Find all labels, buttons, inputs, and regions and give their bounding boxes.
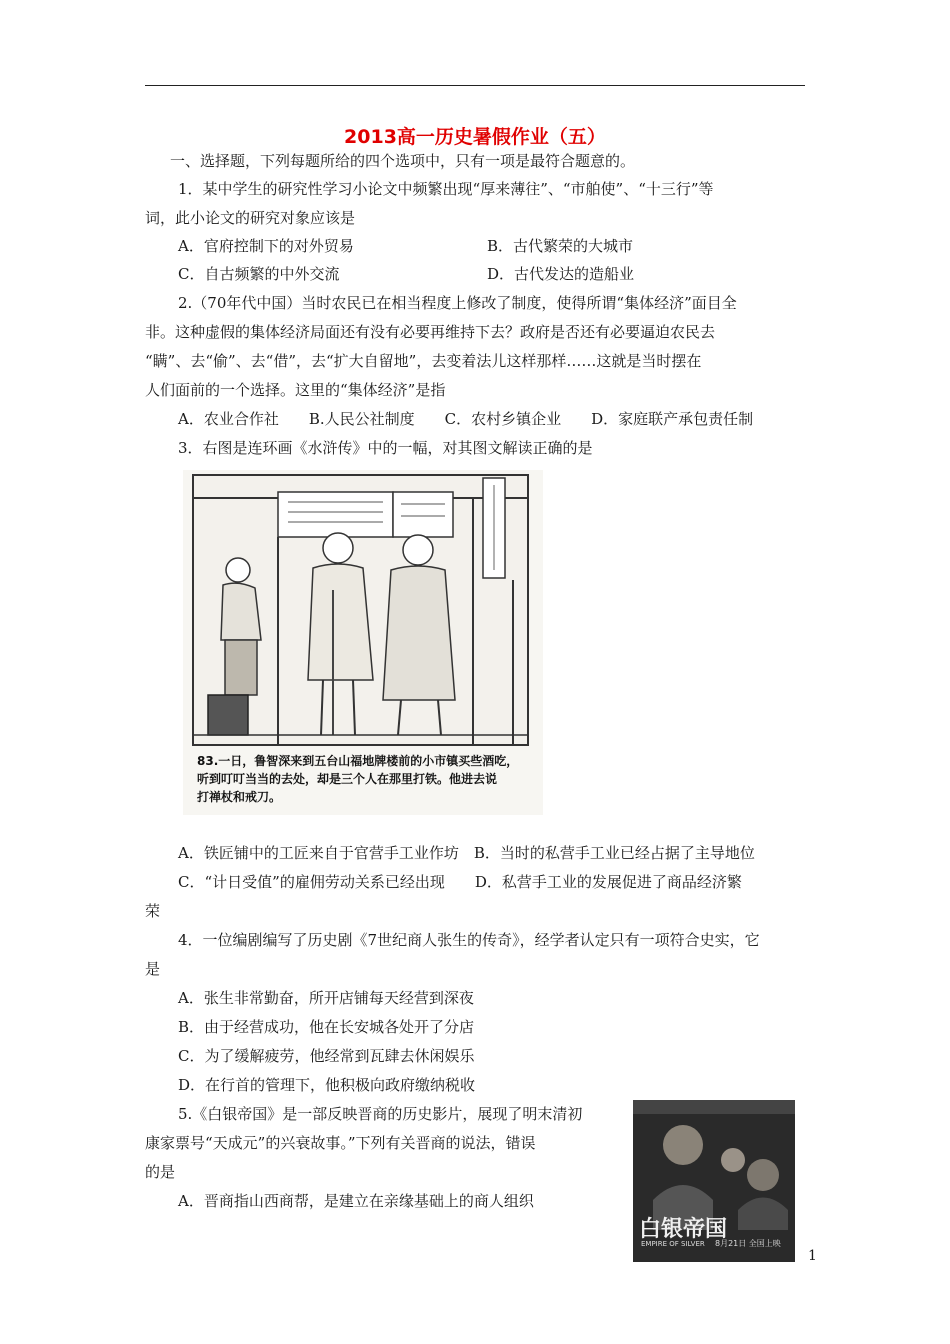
q1-option-a: A．官府控制下的对外贸易	[178, 237, 354, 255]
comic-caption-line2: 听到叮叮当当的去处，却是三个人在那里打铁。他进去说	[197, 772, 498, 786]
q2-line3: “瞒”、去“偷”、去“借”，去“扩大自留地”，去变着法儿这样那样……这就是当时摆在	[145, 352, 702, 370]
q5-line1: 5.《白银帝国》是一部反映晋商的历史影片，展现了明末清初	[178, 1105, 583, 1123]
movie-poster-image	[633, 1100, 795, 1262]
comic-panel-figure	[183, 470, 543, 815]
q1-option-d: D．古代发达的造船业	[487, 265, 635, 283]
q2-line2: 非。这种虚假的集体经济局面还有没有必要再维持下去？政府是否还有必要逼迫农民去	[145, 323, 716, 341]
poster-release-date: 8月21日 全国上映	[715, 1239, 781, 1248]
q2-line4: 人们面前的一个选择。这里的“集体经济”是指	[145, 381, 446, 399]
q4-option-d: D．在行首的管理下，他积极向政府缴纳税收	[178, 1076, 476, 1094]
q2-options: A．农业合作社 B.人民公社制度 C．农村乡镇企业 D．家庭联产承包责任制	[178, 410, 754, 428]
q1-option-c: C．自古频繁的中外交流	[178, 265, 340, 283]
q5-line2: 康家票号“天成元”的兴衰故事。”下列有关晋商的说法，错误	[145, 1134, 536, 1152]
q1-option-b: B．古代繁荣的大城市	[487, 237, 634, 255]
q4-option-c: C．为了缓解疲劳，他经常到瓦肆去休闲娱乐	[178, 1047, 475, 1065]
comic-caption-line1: 83.一日，鲁智深来到五台山福地牌楼前的小市镇买些酒吃，	[197, 754, 519, 768]
q4-line1: 4．一位编剧编写了历史剧《7世纪商人张生的传奇》，经学者认定只有一项符合史实，它	[178, 931, 760, 949]
poster-subtitle: EMPIRE OF SILVER	[641, 1240, 705, 1248]
q1-stem-line1: 1．某中学生的研究性学习小论文中频繁出现“厚来薄往”、“市舶使”、“十三行”等	[178, 180, 714, 198]
page-number: 1	[808, 1248, 817, 1264]
comic-caption-line3: 打禅杖和戒刀。	[197, 790, 282, 804]
q3-options-cd: C．“计日受值”的雇佣劳动关系已经出现 D．私营手工业的发展促进了商品经济繁	[178, 873, 742, 891]
q4-option-b: B．由于经营成功，他在长安城各处开了分店	[178, 1018, 475, 1036]
q5-line3: 的是	[145, 1163, 176, 1181]
q5-option-a: A．晋商指山西商帮，是建立在亲缘基础上的商人组织	[178, 1192, 534, 1210]
q4-line2: 是	[145, 960, 161, 978]
poster-title: 白银帝国	[639, 1217, 728, 1242]
q3-stem: 3．右图是连环画《水浒传》中的一幅，对其图文解读正确的是	[178, 439, 593, 457]
q4-option-a: A．张生非常勤奋，所开店铺每天经营到深夜	[178, 989, 474, 1007]
q3-options-ab: A．铁匠铺中的工匠来自于官营手工业作坊 B．当时的私营手工业已经占据了主导地位	[178, 844, 755, 862]
q2-line1: 2.（70年代中国）当时农民已在相当程度上修改了制度，使得所谓“集体经济”面目全	[178, 294, 737, 312]
q3-options-cd-cont: 荣	[145, 902, 161, 920]
q1-stem-line2: 词，此小论文的研究对象应该是	[145, 209, 356, 227]
page-title: 2013高一历史暑假作业（五）	[344, 126, 606, 148]
header-rule	[145, 85, 805, 86]
section-heading: 一、选择题，下列每题所给的四个选项中，只有一项是最符合题意的。	[170, 152, 636, 170]
